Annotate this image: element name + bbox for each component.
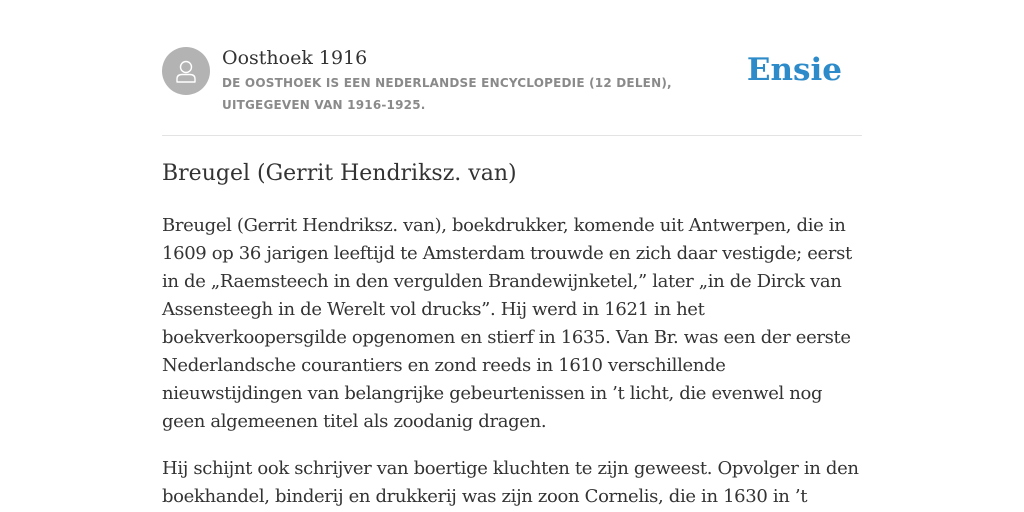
source-avatar[interactable] bbox=[162, 47, 210, 95]
source-description: DE OOSTHOEK IS EEN NEDERLANDSE ENCYCLOPEDIE (12 DELEN), UITGEGEVEN VAN 1916-1925. bbox=[222, 76, 672, 112]
article-paragraph: Hij schijnt ook schrijver van boertige kluchten te zijn geweest. Opvolger in den boekhandel, binderij en drukkerij was zijn zoon Cornelis, die in 1630 in ’t bbox=[162, 458, 859, 507]
source-header bbox=[162, 46, 862, 116]
article-body bbox=[162, 212, 862, 512]
article-paragraph: Breugel (Gerrit Hendriksz. van), boekdrukker, komende uit Antwerpen, die in 1609 op 36 jarigen leeftijd te Amsterdam trouwde en zich daar vestigde; eerst in de „Raemsteech in den vergulden Brandewijnketel,” later „in de Dirck van Assensteegh in de Werelt vol drucks”. Hij werd in 1621 in het boekverkoopersgilde opgenomen en stierf in 1635. Van Br. was een der eerste Nederlandsche courantiers en zond reeds in 1610 verschillende nieuwstijdingen van belangrijke gebeurtenissen in ’t licht, die evenwel nog geen algemeenen titel als zoodanig dragen. bbox=[162, 215, 852, 432]
article-title: Breugel (Gerrit Hendriksz. van) bbox=[162, 161, 517, 186]
user-icon bbox=[171, 56, 201, 86]
ensie-logo-link[interactable]: Ensie bbox=[746, 52, 842, 88]
source-name[interactable]: Oosthoek 1916 bbox=[222, 47, 368, 69]
header-divider bbox=[162, 135, 862, 136]
